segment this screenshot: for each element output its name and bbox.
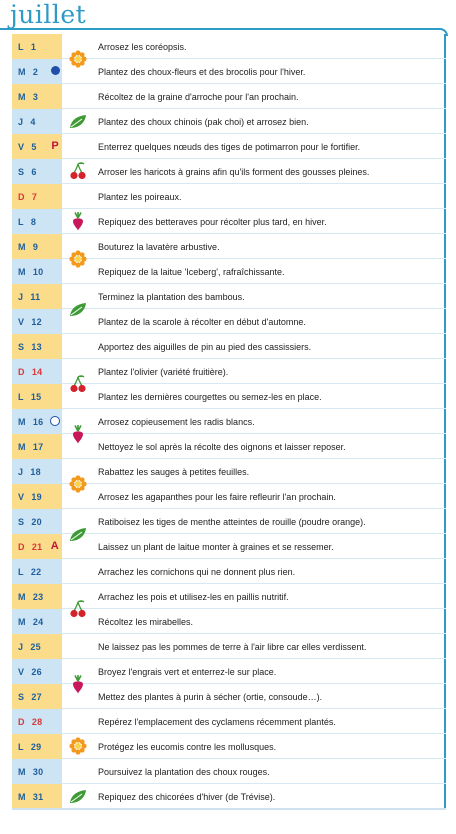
day-cell — [12, 284, 62, 309]
day-number: 14 — [31, 366, 43, 377]
task-text: Plantez de la scarole à récolter en début d'automne. — [98, 316, 306, 327]
root-icon — [68, 674, 88, 694]
day-number: 15 — [30, 391, 42, 402]
day-number: 23 — [32, 591, 44, 602]
weekday-letter: D — [18, 191, 25, 202]
day-cell — [12, 634, 62, 659]
weekday-letter: M — [18, 791, 26, 802]
task-text: Arrosez les agapanthes pour les faire refleurir l'an prochain. — [98, 491, 336, 502]
weekday-letter: L — [18, 566, 24, 577]
weekday-letter: D — [18, 541, 25, 552]
day-cell — [12, 209, 62, 234]
task-text: Récoltez de la graine d'arroche pour l'an prochain. — [98, 91, 299, 102]
day-cell — [12, 709, 62, 734]
day-number: 2 — [32, 66, 39, 77]
leaf-icon — [68, 524, 88, 544]
apogee-mark: A — [50, 540, 59, 552]
day-number: 4 — [30, 116, 36, 127]
day-number: 16 — [32, 416, 44, 427]
weekday-letter: M — [18, 66, 26, 77]
day-number: 11 — [30, 291, 41, 302]
day-row — [12, 184, 446, 209]
day-cell — [12, 234, 62, 259]
day-cell — [12, 459, 62, 484]
day-number: 9 — [32, 241, 39, 252]
weekday-letter: M — [18, 266, 26, 277]
day-row — [12, 634, 446, 659]
day-row — [12, 134, 446, 159]
day-cell — [12, 609, 62, 634]
task-text: Plantez l'olivier (variété fruitière). — [98, 366, 229, 377]
day-number: 20 — [31, 516, 42, 527]
fruit-icon — [68, 161, 88, 181]
day-number: 6 — [31, 166, 37, 177]
weekday-letter: V — [18, 141, 25, 152]
day-cell — [12, 134, 62, 159]
weekday-letter: L — [18, 391, 24, 402]
flower-icon — [68, 736, 88, 756]
leaf-icon — [68, 786, 88, 806]
day-number: 22 — [30, 566, 42, 577]
weekday-letter: M — [18, 616, 26, 627]
task-text: Arrosez les coréopsis. — [98, 41, 187, 52]
day-number: 19 — [31, 491, 42, 502]
day-cell — [12, 309, 62, 334]
day-row — [12, 84, 446, 109]
day-number: 27 — [31, 691, 42, 702]
day-number: 30 — [32, 766, 44, 777]
icon-column-cell — [62, 134, 94, 159]
task-text: Plantez des choux chinois (pak choi) et arrosez bien. — [98, 116, 309, 127]
icon-column-cell — [62, 634, 94, 659]
root-icon — [68, 424, 88, 444]
day-cell — [12, 84, 62, 109]
fruit-icon — [68, 599, 88, 619]
fruit-icon — [68, 374, 88, 394]
day-number: 17 — [32, 441, 44, 452]
weekday-letter: J — [18, 466, 24, 477]
day-cell — [12, 109, 62, 134]
day-number: 3 — [32, 91, 39, 102]
task-text: Plantez des choux-fleurs et des brocolis pour l'hiver. — [98, 66, 306, 77]
day-cell — [12, 184, 62, 209]
task-text: Repérez l'emplacement des cyclamens récemment plantés. — [98, 716, 336, 727]
weekday-letter: V — [18, 316, 25, 327]
task-text: Repiquez de la laitue 'Iceberg', rafraîchissante. — [98, 266, 285, 277]
icon-column-cell — [62, 759, 94, 784]
day-number: 26 — [31, 666, 42, 677]
task-text: Protégez les eucomis contre les mollusques. — [98, 741, 277, 752]
weekday-letter: J — [18, 641, 24, 652]
day-cell — [12, 559, 62, 584]
day-cell — [12, 659, 62, 684]
day-number: 28 — [31, 716, 43, 727]
day-number: 13 — [31, 341, 42, 352]
weekday-letter: S — [18, 691, 25, 702]
day-cell — [12, 584, 62, 609]
weekday-letter: S — [18, 166, 25, 177]
weekday-letter: D — [18, 366, 25, 377]
weekday-letter: M — [18, 241, 26, 252]
task-text: Broyez l'engrais vert et enterrez-le sur place. — [98, 666, 277, 677]
icon-column-cell — [62, 184, 94, 209]
task-text: Mettez des plantes à purin à sécher (ortie, consoude…). — [98, 691, 323, 702]
task-text: Arrachez les cornichons qui ne donnent plus rien. — [98, 566, 296, 577]
weekday-letter: L — [18, 216, 24, 227]
weekday-letter: L — [18, 741, 24, 752]
task-text: Ratiboisez les tiges de menthe atteintes de rouille (poudre orange). — [98, 516, 366, 527]
day-number: 1 — [30, 41, 37, 52]
day-number: 8 — [30, 216, 37, 227]
flower-icon — [68, 474, 88, 494]
task-text: Bouturez la lavatère arbustive. — [98, 241, 220, 252]
root-icon — [68, 211, 88, 231]
day-cell — [12, 534, 62, 559]
task-text: Poursuivez la plantation des choux rouges. — [98, 766, 270, 777]
day-cell — [12, 734, 62, 759]
full-moon-icon — [51, 66, 60, 75]
task-text: Repiquez des betteraves pour récolter plus tard, en hiver. — [98, 216, 327, 227]
weekday-letter: J — [18, 291, 24, 302]
weekday-letter: M — [18, 91, 26, 102]
leaf-icon — [68, 299, 88, 319]
day-cell — [12, 784, 62, 809]
new-moon-icon — [50, 416, 60, 426]
day-number: 5 — [31, 141, 37, 152]
weekday-letter: V — [18, 666, 25, 677]
task-text: Arroser les haricots à grains afin qu'ils forment des gousses pleines. — [98, 166, 370, 177]
day-cell — [12, 359, 62, 384]
day-cell — [12, 34, 62, 59]
day-cell — [12, 384, 62, 409]
weekday-letter: M — [18, 591, 26, 602]
leaf-icon — [68, 111, 88, 131]
weekday-letter: M — [18, 441, 26, 452]
perigee-mark: P — [51, 140, 59, 152]
task-text: Apportez des aiguilles de pin au pied des cassissiers. — [98, 341, 312, 352]
weekday-letter: L — [18, 41, 24, 52]
task-text: Rabattez les sauges à petites feuilles. — [98, 466, 250, 477]
day-number: 31 — [32, 791, 44, 802]
weekday-letter: D — [18, 716, 25, 727]
bottom-divider — [12, 808, 446, 810]
task-text: Récoltez les mirabelles. — [98, 616, 194, 627]
icon-column-cell — [62, 84, 94, 109]
icon-column-cell — [62, 559, 94, 584]
day-number: 10 — [32, 266, 44, 277]
task-text: Nettoyez le sol après la récolte des oignons et laisser reposer. — [98, 441, 346, 452]
flower-icon — [68, 249, 88, 269]
day-row — [12, 559, 446, 584]
day-cell — [12, 509, 62, 534]
task-text: Repiquez des chicorées d'hiver (de Trévise). — [98, 791, 276, 802]
weekday-letter: V — [18, 491, 25, 502]
day-row — [12, 334, 446, 359]
task-text: Enterrez quelques nœuds des tiges de potimarron pour le fortifier. — [98, 141, 361, 152]
task-text: Plantez les dernières courgettes ou semez-les en place. — [98, 391, 322, 402]
day-number: 12 — [31, 316, 42, 327]
icon-column-cell — [62, 709, 94, 734]
day-cell — [12, 434, 62, 459]
day-cell — [12, 59, 62, 84]
weekday-letter: M — [18, 766, 26, 777]
day-cell — [12, 334, 62, 359]
day-number: 18 — [30, 466, 41, 477]
day-number: 7 — [31, 191, 38, 202]
weekday-letter: S — [18, 516, 25, 527]
day-cell — [12, 484, 62, 509]
day-number: 25 — [30, 641, 41, 652]
day-cell — [12, 159, 62, 184]
day-row — [12, 709, 446, 734]
task-text: Ne laissez pas les pommes de terre à l'air libre car elles verdissent. — [98, 641, 367, 652]
flower-icon — [68, 49, 88, 69]
weekday-letter: S — [18, 341, 25, 352]
task-text: Arrosez copieusement les radis blancs. — [98, 416, 255, 427]
day-number: 24 — [32, 616, 44, 627]
day-cell — [12, 759, 62, 784]
day-cell — [12, 409, 62, 434]
weekday-letter: M — [18, 416, 26, 427]
weekday-letter: J — [18, 116, 24, 127]
day-row — [12, 759, 446, 784]
task-text: Arrachez les pois et utilisez-les en paillis nutritif. — [98, 591, 289, 602]
month-title: juillet — [10, 0, 87, 29]
task-text: Laissez un plant de laitue monter à graines et se ressemer. — [98, 541, 334, 552]
day-number: 29 — [30, 741, 42, 752]
task-text: Plantez les poireaux. — [98, 191, 182, 202]
task-text: Terminez la plantation des bambous. — [98, 291, 245, 302]
day-cell — [12, 684, 62, 709]
day-cell — [12, 259, 62, 284]
day-number: 21 — [31, 541, 43, 552]
icon-column-cell — [62, 334, 94, 359]
